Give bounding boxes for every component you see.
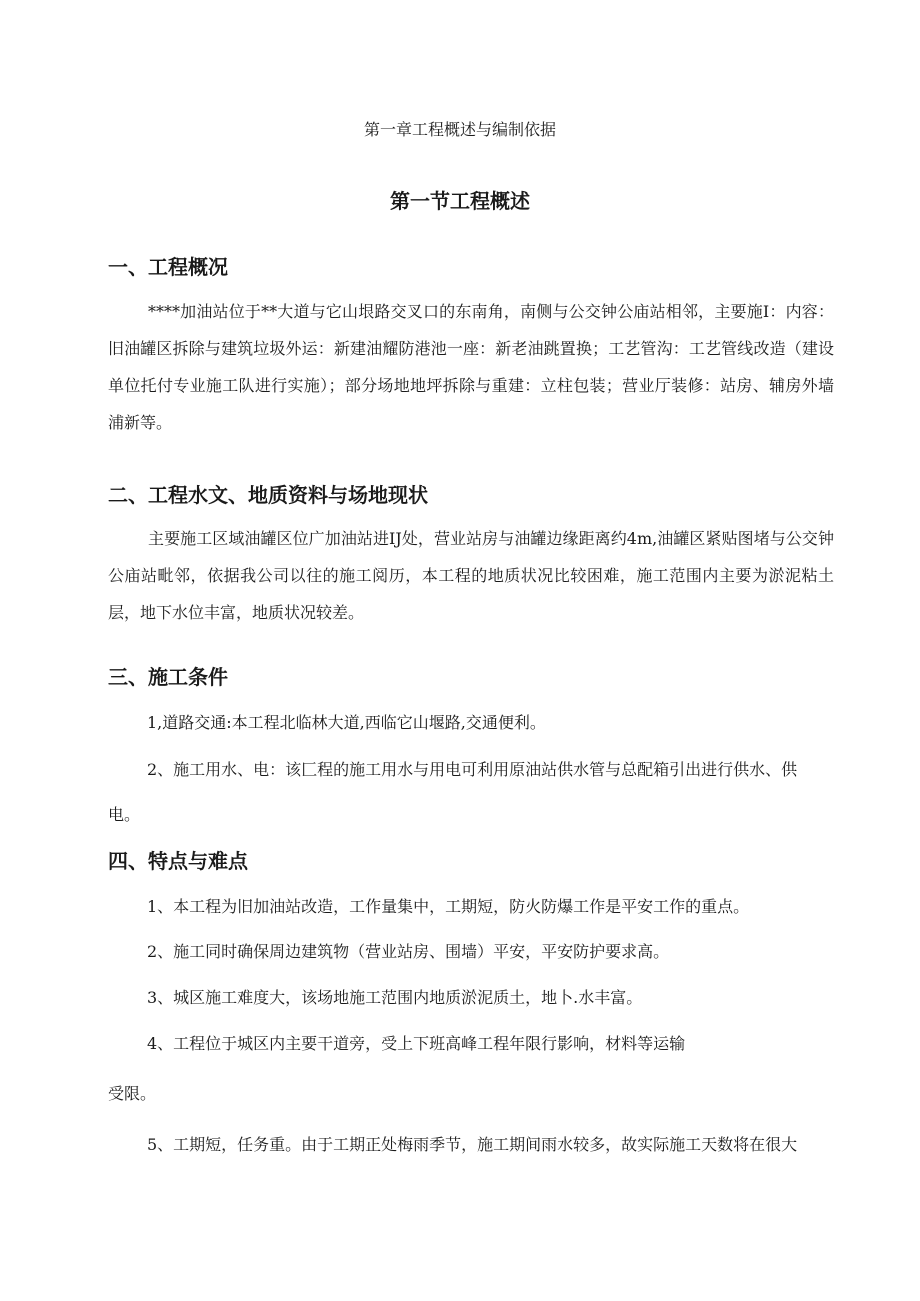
heading-hydrology-geology: 二、工程水文、地质资料与场地现状 xyxy=(108,483,428,507)
list-item: 5、工期短，任务重。由于工期正处梅雨季节，施工期间雨水较多，故实际施工天数将在很大 xyxy=(147,1135,798,1154)
paragraph-hydrology-geology: 主要施工区域油罐区位广加油站进IJ处，营业站房与油罐边缘距离约4m,油罐区紧贴图堵与公交钟公庙站毗邻，依据我公司以往的施工阅历，本工程的地质状况比较困难，施工范围内主要为淤泥粘土层，地下水位丰富，地质状况较差。 xyxy=(108,529,834,622)
section-title: 第一节工程概述 xyxy=(390,189,530,213)
list-item: 4、工程位于城区内主要干道旁，受上下班高峰工程年限行影响，材料等运输 xyxy=(147,1034,686,1053)
list-item: 受限。 xyxy=(108,1084,157,1103)
heading-construction-conditions: 三、施工条件 xyxy=(108,665,228,689)
list-item: 3、城区施工难度大，该场地施工范围内地质淤泥质土，地卜.水丰富。 xyxy=(147,988,643,1007)
paragraph-project-overview: ****加油站位于**大道与它山垠路交叉口的东南角，南侧与公交钟公庙站相邻，主要施I：内容：旧油罐区拆除与建筑垃圾外运：新建油耀防港池一座：新老油跳置换；工艺管沟：工艺管线改造（建设单位托付专业施工队进行实施）；部分场地地坪拆除与重建：立柱包装；营业厅装修：站房、辅房外墙浦新等。 xyxy=(108,302,834,432)
list-item: 2、施工同时确保周边建筑物（营业站房、围墙）平安，平安防护要求高。 xyxy=(147,942,670,961)
list-item: 1、本工程为旧加油站改造，工作量集中，工期短，防火防爆工作是平安工作的重点。 xyxy=(147,897,750,916)
chapter-title: 第一章工程概述与编制依据 xyxy=(363,120,556,139)
list-item: 电。 xyxy=(108,805,141,824)
list-item: 1,道路交通:本工程北临林大道,西临它山堰路,交通便利。 xyxy=(147,713,546,732)
heading-project-overview: 一、工程概况 xyxy=(108,255,228,279)
list-item: 2、施工用水、电：该匚程的施工用水与用电可利用原油站供水管与总配箱引出进行供水、供 xyxy=(147,760,798,779)
heading-features-difficulties: 四、特点与难点 xyxy=(108,849,248,873)
